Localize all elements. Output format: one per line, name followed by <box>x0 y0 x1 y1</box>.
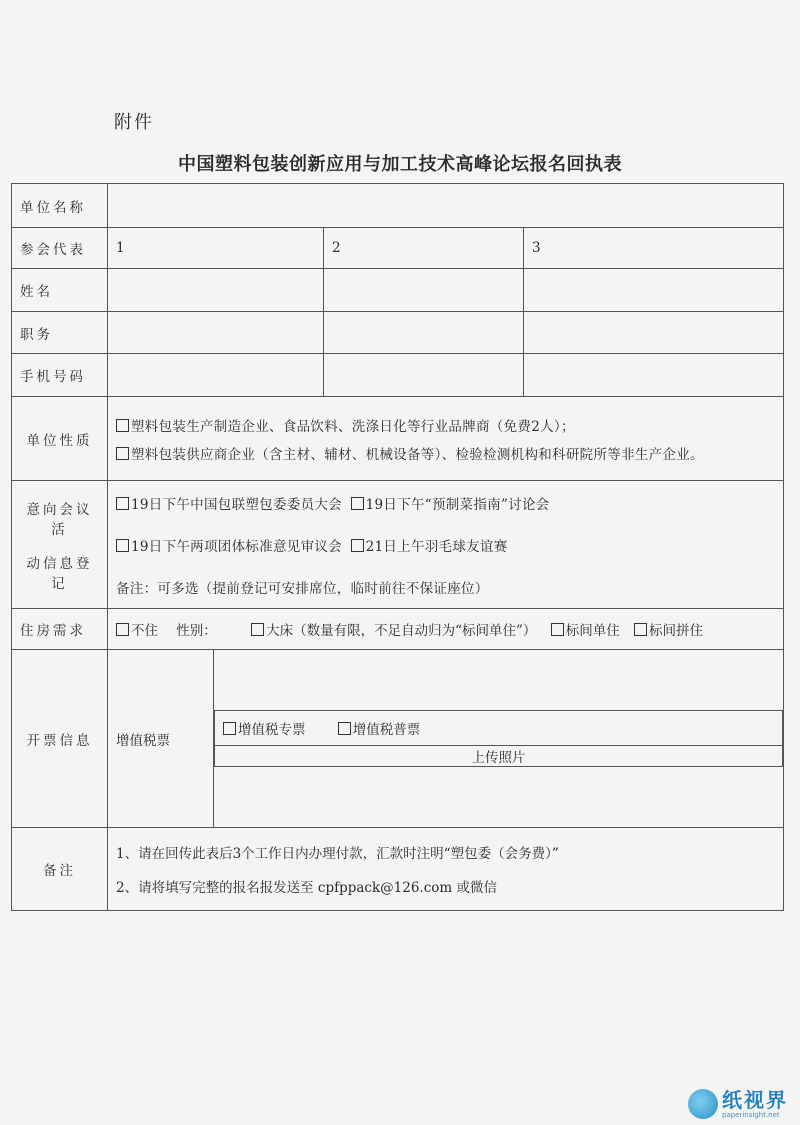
delegate-num-1: 1 <box>108 228 324 269</box>
activities-options <box>108 481 784 609</box>
position-field-3[interactable] <box>524 312 784 354</box>
housing-standard-single[interactable]: 标间单住 <box>551 623 620 639</box>
registration-form <box>11 183 784 911</box>
activity-option-3[interactable]: 19日下午两项团体标准意见审议会 <box>116 539 342 555</box>
activities-note: 备注：可多选（提前登记可安排席位，临时前往不保证座位） <box>116 580 489 597</box>
watermark <box>688 1089 788 1119</box>
position-label: 职务 <box>12 312 108 354</box>
row-unit-type <box>12 397 784 481</box>
invoice-detail <box>214 650 784 828</box>
housing-standard-shared[interactable]: 标间拼住 <box>634 623 703 639</box>
upload-photo-label: 上传照片 <box>471 750 526 766</box>
unit-type-options <box>108 397 784 481</box>
unit-name-field[interactable] <box>108 184 784 228</box>
checkbox-icon[interactable] <box>223 722 236 735</box>
row-delegates <box>12 228 784 269</box>
attachment-label: 附件 <box>114 112 154 133</box>
invoice-label: 开票信息 <box>12 650 108 828</box>
name-field-1[interactable] <box>108 269 324 312</box>
checkbox-icon[interactable] <box>634 623 647 636</box>
activity-option-2[interactable]: 19日下午“预制菜指南”讨论会 <box>351 497 550 513</box>
remarks-label: 备注 <box>12 828 108 911</box>
vat-label: 增值税票 <box>108 650 214 828</box>
watermark-cn: 纸视界 <box>722 1088 788 1112</box>
housing-no-stay[interactable]: 不住 <box>116 623 158 639</box>
unit-name-label: 单位名称 <box>12 184 108 228</box>
paperinsight-logo-icon <box>688 1089 718 1119</box>
delegates-label: 参会代表 <box>12 228 108 269</box>
phone-field-1[interactable] <box>108 354 324 397</box>
checkbox-icon[interactable] <box>551 623 564 636</box>
position-field-2[interactable] <box>324 312 524 354</box>
row-phone <box>12 354 784 397</box>
name-label: 姓名 <box>12 269 108 312</box>
checkbox-icon[interactable] <box>116 447 129 460</box>
unit-type-label: 单位性质 <box>12 397 108 481</box>
checkbox-icon[interactable] <box>351 539 364 552</box>
unit-type-option-1[interactable]: 塑料包装生产制造企业、食品饮料、洗涤日化等行业品牌商（免费2人）； <box>116 415 775 435</box>
housing-options <box>108 609 784 650</box>
name-field-2[interactable] <box>324 269 524 312</box>
checkbox-icon[interactable] <box>116 623 129 636</box>
checkbox-icon[interactable] <box>116 497 129 510</box>
housing-label: 住房需求 <box>12 609 108 650</box>
row-housing <box>12 609 784 650</box>
position-field-1[interactable] <box>108 312 324 354</box>
vat-special-option[interactable]: 增值税专票 <box>223 722 306 738</box>
upload-photo-area[interactable] <box>215 746 783 767</box>
housing-big-bed[interactable]: 大床（数量有限，不足自动归为“标间单住”） <box>251 623 536 639</box>
remarks-content <box>108 828 784 911</box>
phone-label: 手机号码 <box>12 354 108 397</box>
checkbox-icon[interactable] <box>251 623 264 636</box>
delegate-num-2: 2 <box>324 228 524 269</box>
activity-option-1[interactable]: 19日下午中国包联塑包委委员大会 <box>116 497 342 513</box>
checkbox-icon[interactable] <box>116 419 129 432</box>
row-unit-name <box>12 184 784 228</box>
checkbox-icon[interactable] <box>351 497 364 510</box>
row-activities <box>12 481 784 609</box>
delegate-num-3: 3 <box>524 228 784 269</box>
watermark-en: paperinsight.net <box>722 1111 780 1119</box>
activities-label: 意向会议活 动信息登记 <box>12 481 108 609</box>
row-remarks <box>12 828 784 911</box>
name-field-3[interactable] <box>524 269 784 312</box>
unit-type-option-2[interactable]: 塑料包装供应商企业（含主材、辅材、机械设备等）、检验检测机构和科研院所等非生产企业。 <box>116 443 775 463</box>
page-title: 中国塑料包装创新应用与加工技术高峰论坛报名回执表 <box>178 154 622 175</box>
activity-option-4[interactable]: 21日上午羽毛球友谊赛 <box>351 539 508 555</box>
phone-field-3[interactable] <box>524 354 784 397</box>
vat-normal-option[interactable]: 增值税普票 <box>338 722 421 738</box>
phone-field-2[interactable] <box>324 354 524 397</box>
row-invoice <box>12 650 784 828</box>
row-position <box>12 312 784 354</box>
checkbox-icon[interactable] <box>338 722 351 735</box>
checkbox-icon[interactable] <box>116 539 129 552</box>
row-name <box>12 269 784 312</box>
remark-line-1: 1、请在回传此表后3个工作日内办理付款，汇款时注明“塑包委（会务费）” <box>116 846 559 862</box>
remark-line-2: 2、请将填写完整的报名报发送至 cpfppack@126.com 或微信 <box>116 880 497 896</box>
gender-label: 性别： <box>176 623 217 639</box>
